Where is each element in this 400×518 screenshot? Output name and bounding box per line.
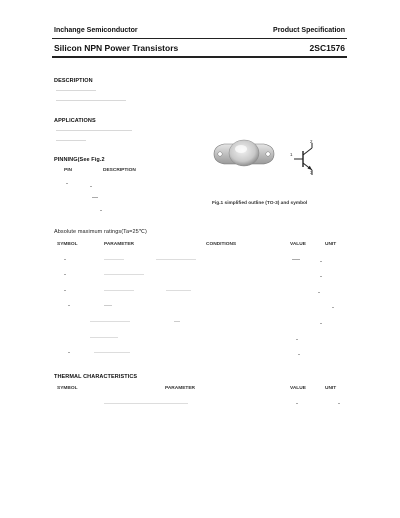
abs-parameter-header: PARAMETER <box>104 242 135 247</box>
thermal-heading: THERMAL CHARACTERISTICS <box>54 374 138 380</box>
table-cell <box>90 186 92 187</box>
absolute-ratings-heading: Absolute maximum ratings(Ta=25℃) <box>54 229 147 235</box>
thermal-unit-header: UNIT <box>325 386 337 391</box>
title-divider <box>52 56 347 58</box>
thermal-table-body <box>56 396 346 410</box>
pin-description-column-header: DESCRIPTION <box>103 168 136 173</box>
description-text-line <box>56 98 136 102</box>
document-type: Product Specification <box>273 27 345 34</box>
applications-heading: APPLICATIONS <box>54 118 96 124</box>
pin-label-emitter: 3 <box>310 170 313 175</box>
pin-column-header: PIN <box>64 168 72 173</box>
figure-caption: Fig.1 simplified outline (TO-3) and symbol <box>212 201 308 206</box>
abs-unit-header: UNIT <box>325 242 337 247</box>
thermal-value-header: VALUE <box>290 386 306 391</box>
abs-value-header: VALUE <box>290 242 306 247</box>
company-name: Inchange Semiconductor <box>54 27 138 34</box>
applications-text-line <box>56 138 96 142</box>
header-divider <box>52 38 347 39</box>
table-cell <box>66 183 68 184</box>
description-text-line <box>56 88 116 92</box>
part-number: 2SC1576 <box>309 43 345 53</box>
description-heading: DESCRIPTION <box>54 78 93 84</box>
abs-table-body <box>56 252 346 362</box>
abs-conditions-header: CONDITIONS <box>206 242 237 247</box>
npn-transistor-symbol-icon <box>290 142 322 176</box>
abs-symbol-header: SYMBOL <box>57 242 78 247</box>
pin-label-base: 1 <box>290 152 293 157</box>
applications-text-line <box>56 128 136 132</box>
pin-label-collector: 2 <box>310 139 313 144</box>
thermal-symbol-header: SYMBOL <box>57 386 78 391</box>
product-title: Silicon NPN Power Transistors <box>54 43 179 53</box>
to3-package-image <box>212 132 276 172</box>
table-cell <box>100 210 102 211</box>
pinning-heading: PINNING(See Fig.2 <box>54 157 105 163</box>
thermal-parameter-header: PARAMETER <box>165 386 196 391</box>
table-cell <box>92 197 98 198</box>
